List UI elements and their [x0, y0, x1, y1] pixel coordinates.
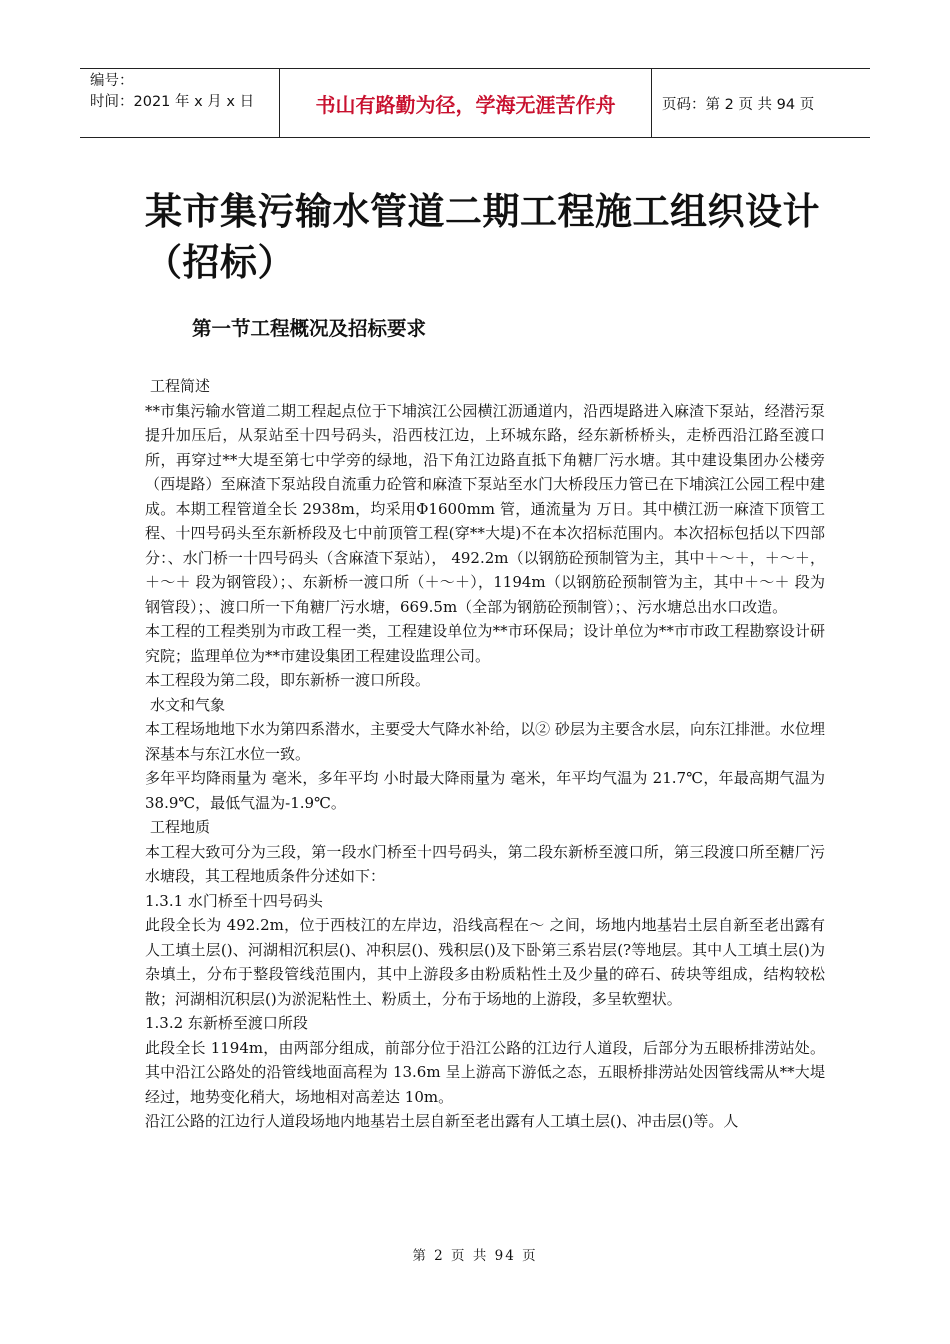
subheading-1-3-2: 1.3.2 东新桥至渡口所段 [145, 1014, 308, 1032]
header-motto: 书山有路勤为径，学海无涯苦作舟 [280, 69, 652, 137]
document-time-label: 时间：2021 年 x 月 x 日 [90, 94, 255, 110]
paragraph-climate: 多年平均降雨量为 毫米，多年平均 小时最大降雨量为 毫米，年平均气温为 21.7℃，年最高期气温为 38.9℃，最低气温为-1.9℃。 [145, 769, 825, 812]
document-title: 某市集污输水管道二期工程施工组织设计（招标） [145, 190, 820, 284]
subheading-hydrology: 水文和气象 [150, 695, 226, 714]
paragraph-section-one: 此段全长为 492.2m，位于西枝江的左岸边，沿线高程在～ 之间，场地内地基岩土层自新至老出露有人工填土层()、河湖相沉积层()、冲积层()、残积层()及下卧第三系岩层(?等地层。其中人工填土层()为杂填土，分布于整段管线范围内，其中上游段多由粉质粘性土及少量的碎石、砖块等组成，结构较松散；河湖相沉积层()为淤泥粘性土、粉质土，分布于场地的上游段，多呈软塑状。 [145, 916, 825, 1008]
document-number-label: 编号： [90, 73, 134, 89]
page-footer: 第 2 页 共 94 页 [412, 1248, 538, 1264]
page-header [80, 68, 870, 138]
document-body [145, 374, 825, 1134]
section-title: 第一节工程概况及招标要求 [192, 317, 427, 340]
paragraph-project-section: 本工程段为第二段，即东新桥一渡口所段。 [145, 671, 431, 689]
paragraph-section-two: 此段全长 1194m，由两部分组成，前部分位于沿江公路的江边行人道段，后部分为五眼桥排涝站处。其中沿江公路处的沿管线地面高程为 13.6m 呈上游高下游低之态，五眼桥排涝站处因管线需从**大堤经过，地势变化稍大，场地相对高差达 10m。 [145, 1038, 825, 1106]
paragraph-groundwater: 本工程场地地下水为第四系潜水，主要受大气降水补给，以② 砂层为主要含水层，向东江排泄。水位埋深基本与东江水位一致。 [145, 720, 825, 763]
paragraph-riverside: 沿江公路的江边行人道段场地内地基岩土层自新至老出露有人工填土层()、冲击层()等。人 [145, 1112, 739, 1130]
paragraph-geology-intro: 本工程大致可分为三段，第一段水门桥至十四号码头，第二段东新桥至渡口所，第三段渡口所至糖厂污水塘段，其工程地质条件分述如下： [145, 842, 825, 885]
header-page-info: 页码：第 2 页 共 94 页 [662, 96, 815, 113]
paragraph-overview: **市集污输水管道二期工程起点位于下埔滨江公园横江沥通道内，沿西堤路进入麻渣下泵站，经潜污泵提升加压后，从泵站至十四号码头，沿西枝江边，上环城东路，经东新桥桥头，走桥西沿江路至渡口所，再穿过**大堤至第七中学旁的绿地，沿下角江边路直抵下角糖厂污水塘。其中建设集团办公楼旁（西堤路）至麻渣下泵站段自流重力砼管和麻渣下泵站至水门大桥段压力管已在下埔滨江公园工程中建成。本期工程管道全长 2938m，均采用Φ1600mm 管，通流量为 万日。其中横江沥一麻渣下顶管工程、十四号码头至东新桥段及七中前顶管工程(穿**大堤)不在本次招标范围内。本次招标包括以下四部分：、水门桥一十四号码头（含麻渣下泵站）， 492.2m（以钢筋砼预制管为主，其中＋～＋，＋～＋，＋～＋ 段为钢管段）；、东新桥一渡口所（＋～＋），1194m（以钢筋砼预制管为主，其中＋～＋ 段为钢管段）；、渡口所一下角糖厂污水塘，669.5m（全部为钢筋砼预制管）；、污水塘总出水口改造。 [145, 401, 825, 616]
subheading-1-3-1: 1.3.1 水门桥至十四号码头 [145, 891, 323, 910]
header-meta [80, 69, 280, 137]
paragraph-project-category: 本工程的工程类别为市政工程一类，工程建设单位为**市环保局；设计单位为**市市政工程勘察设计研究院；监理单位为**市建设集团工程建设监理公司。 [145, 622, 825, 665]
subheading-geology: 工程地质 [150, 818, 211, 836]
subheading-overview: 工程简述 [150, 377, 211, 395]
